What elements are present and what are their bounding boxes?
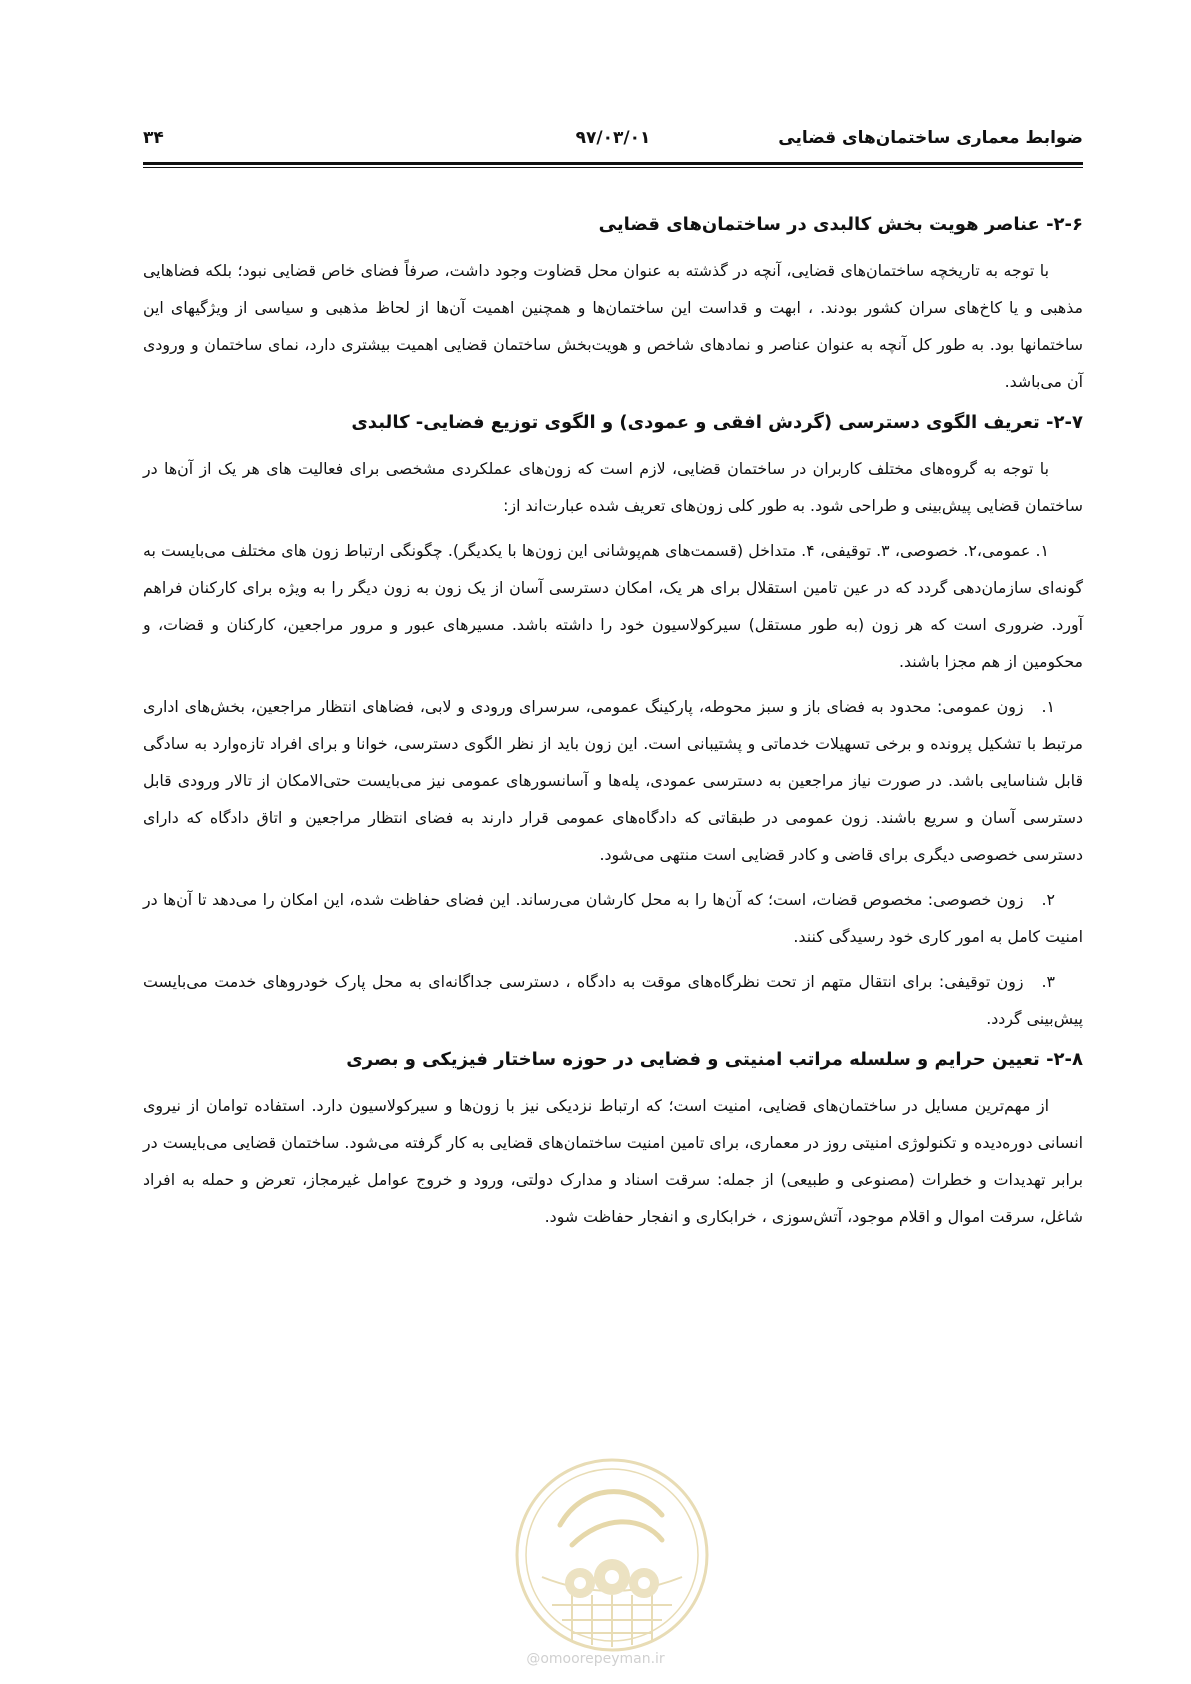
- header-rule-thick: [143, 162, 1083, 165]
- header-title: ضوابط معماری ساختمان‌های قضایی: [778, 128, 1083, 148]
- list-item-text: زون خصوصی: مخصوص قضات، است؛ که آن‌ها را به محل کارشان می‌رساند. این فضای حفاظت شده، این امکان را می‌دهد تا آن‌ها در امنیت کامل به امور کاری خود رسیدگی کنند.: [143, 890, 1083, 946]
- paragraph: با توجه به تاریخچه ساختمان‌های قضایی، آنچه در گذشته به عنوان محل قضاوت وجود داشت، صرفاً فضای خاص قضایی نبود؛ بلکه فضاهایی مذهبی و یا کاخ‌های سران کشور بودند. ، ابهت و قداست این ساختمان‌ها و همچنین اهمیت آن‌ها از لحاظ مذهبی و سیاسی از ویژگیهای این ساختمانها بود. به طور کل آنچه به عنوان عناصر و نمادهای شاخص و هویت‌بخش ساختمان قضایی اهمیت بیشتری دارد، نمای ساختمان و ورودی آن می‌باشد.: [143, 261, 1083, 391]
- watermark-website: @omoorepeyman.ir: [526, 1651, 665, 1667]
- paragraph: ۱. عمومی،۲. خصوصی، ۳. توقیفی، ۴. متداخل (قسمت‌های هم‌پوشانی این زون‌ها با یکدیگر). چگونگی ارتباط زون های مختلف می‌بایست به گونه‌ای سازمان‌دهی گردد که در عین تامین استقلال برای هر یک، امکان دسترسی آسان از یک زون به زون دیگر را به ویژه برای کارکنان فراهم آورد. ضروری است که هر زون (به طور مستقل) سیرکولاسیون خود را داشته باشد. مسیرهای عبور و مرور مراجعین، کارکنان و قضات، و محکومین از هم مجزا باشند.: [143, 541, 1083, 671]
- list-item-number: ۱.: [1041, 697, 1055, 716]
- list-item-number: ۳.: [1041, 972, 1055, 991]
- running-header: [143, 128, 1083, 158]
- list-item-text: زون عمومی: محدود به فضای باز و سبز محوطه، پارکینگ عمومی، سرسرای ورودی و لابی، فضاهای انتظار مراجعین، بخش‌های اداری مرتبط با تشکیل پرونده و برخی تسهیلات خدماتی و پشتیبانی است. این زون باید از نظر الگوی دسترسی، خوانا و برای افراد تازه‌وارد به سادگی قابل شناسایی باشد. در صورت نیاز مراجعین به دسترسی عمودی، پله‌ها و آسانسورهای عمومی نیز می‌بایست حتی‌الامکان از تالار ورودی قابل دسترسی آسان و سریع باشند. زون عمومی در طبقاتی که دادگاه‌های عمومی قرار دارند به فضای انتظار مراجعین و اتاق دادگاه که دارای دسترسی خصوصی دیگری برای قاضی و کادر قضایی است منتهی می‌شود.: [143, 697, 1083, 864]
- list-item: [143, 963, 1083, 1037]
- header-date: ۹۷/۰۳/۰۱: [575, 128, 651, 148]
- section-heading: ۲-۸- تعیین حرایم و سلسله مراتب امنیتی و فضایی در حوزه ساختار فیزیکی و بصری: [346, 1049, 1083, 1070]
- paragraph: با توجه به گروه‌های مختلف کاربران در ساختمان قضایی، لازم است که زون‌های عملکردی مشخصی برای فعالیت های هر یک از آن‌ها در ساختمان قضایی پیش‌بینی و طراحی شود. به طور کلی زون‌های تعریف شده عبارت‌اند از:: [143, 459, 1083, 515]
- page-number: ۳۴: [143, 128, 164, 148]
- document-body: [143, 210, 1083, 1243]
- list-item-text: زون توقیفی: برای انتقال متهم از تحت نظرگاه‌های موقت به دادگاه ، دسترسی جداگانه‌ای به محل پارک خودروهای خدمت می‌بایست پیش‌بینی گردد.: [143, 972, 1083, 1028]
- paragraph: از مهم‌ترین مسایل در ساختمان‌های قضایی، امنیت است؛ که ارتباط نزدیکی نیز با زون‌ها و سیرکولاسیون دارد. استفاده توامان از نیروی انسانی دوره‌دیده و تکنولوژی امنیتی روز در معماری، برای تامین امنیت ساختمان‌های قضایی به کار گرفته می‌شود. ساختمان قضایی می‌بایست در برابر تهدیدات و خطرات (مصنوعی و طبیعی) از جمله: سرقت اسناد و مدارک دولتی، ورود و خروج عوامل غیرمجاز، تعرض و حمله به افراد شاغل، سرقت اموال و اقلام موجود، آتش‌سوزی ، خرابکاری و انفجار حفاظت شود.: [143, 1096, 1083, 1226]
- section-heading: ۲-۶- عناصر هویت بخش کالبدی در ساختمان‌های قضایی: [598, 214, 1083, 235]
- seal-calligraphy: [560, 1492, 662, 1545]
- list-item: [143, 688, 1083, 873]
- list-item: [143, 881, 1083, 955]
- header-rule-thin: [143, 167, 1083, 168]
- section-heading: ۲-۷- تعریف الگوی دسترسی (گردش افقی و عمودی) و الگوی توزیع فضایی- کالبدی: [351, 412, 1083, 433]
- list-item-number: ۲.: [1041, 890, 1055, 909]
- seal-logo: [512, 1455, 712, 1655]
